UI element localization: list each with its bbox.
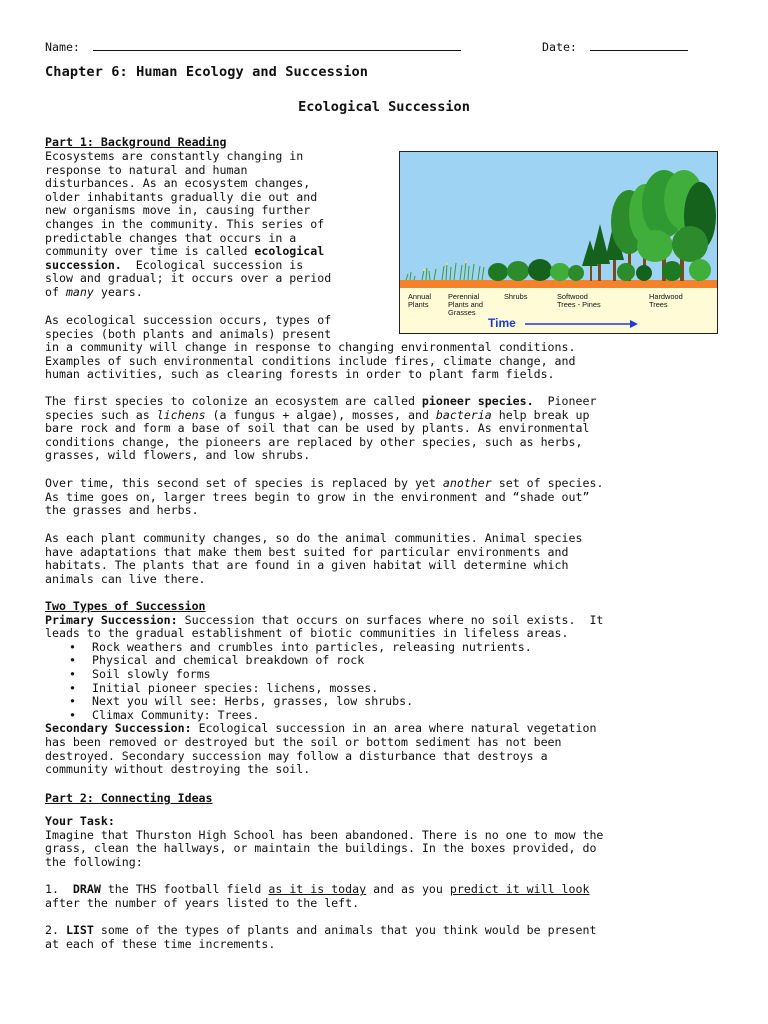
primary-label: Primary Succession: — [45, 612, 178, 627]
text-line: Examples of such environmental conditions include fires, climate change, and — [45, 353, 576, 368]
text-line: As each plant community changes, so do the animal communities. Animal species — [45, 531, 583, 545]
intro-line: community over time is called ecological — [45, 244, 325, 259]
date-field[interactable] — [590, 40, 688, 51]
paragraph-conditions — [45, 314, 735, 382]
text-line: The first species to colonize an ecosystem are called pioneer species. Pioneer — [45, 394, 597, 408]
list-item: • Physical and chemical breakdown of rock — [45, 654, 735, 668]
intro-line: of many years. — [45, 284, 143, 299]
text-line: grass, clean the hallways, or maintain the buildings. In the boxes provided, do — [45, 841, 597, 856]
intro-line: response to natural and human — [45, 162, 248, 177]
task-step-list — [45, 924, 735, 951]
name-label: Name: — [45, 40, 80, 54]
text-line: Over time, this second set of species is replaced by yet another set of species. — [45, 476, 604, 490]
text-line: Imagine that Thurston High School has been abandoned. There is no one to mow the — [45, 827, 604, 842]
intro-line: succession. Ecological succession is — [45, 257, 304, 272]
text-line: in a community will change in response to changing environmental conditions. — [45, 340, 576, 355]
keyword-list: LIST — [65, 923, 94, 937]
text-line: grasses, wild flowers, and low shrubs. — [45, 448, 311, 463]
name-line — [45, 40, 461, 55]
part1-heading: Part 1: Background Reading — [45, 135, 227, 149]
text-line: destroyed. Secondary succession may follow a disturbance that destroys a — [45, 748, 548, 763]
term-pioneer-species: pioneer species. — [421, 394, 534, 408]
primary-steps-list — [45, 641, 735, 723]
task-step-draw — [45, 883, 735, 910]
text-line: animals can live there. — [45, 571, 206, 586]
intro-line: new organisms move in, causing further — [45, 203, 311, 218]
text-line: has been removed or destroyed but the soil or bottom sediment has not been — [45, 734, 562, 749]
phrase-as-it-is-today: as it is today — [268, 882, 367, 896]
intro-line: disturbances. As an ecosystem changes, — [45, 176, 311, 191]
label-shrubs: Shrubs — [504, 292, 528, 301]
term-ecological: ecological — [254, 244, 325, 259]
text-line: human activities, such as clearing forests in order to plant farm fields. — [45, 367, 555, 382]
list-item: • Rock weathers and crumbles into particles, releasing nutrients. — [45, 641, 735, 655]
phrase-predict: predict it will look — [449, 882, 590, 896]
time-label: Time — [488, 316, 516, 330]
text-line: conditions change, the pioneers are replaced by other species, such as herbs, — [45, 434, 583, 449]
intro-line: changes in the community. This series of — [45, 216, 325, 231]
text-line: Secondary Succession: Ecological succession in an area where natural vegetation — [45, 721, 597, 736]
text-line: the grasses and herbs. — [45, 503, 199, 518]
label-hardwood-trees: Hardwood Trees — [649, 292, 683, 309]
text-line: the following: — [45, 854, 143, 869]
emphasis-many: many — [65, 284, 94, 299]
list-item: • Next you will see: Herbs, grasses, low shrubs. — [45, 695, 735, 709]
text-line: have adaptations that make them best suited for particular environments and — [45, 544, 569, 559]
text-line: 1. DRAW the THS football field as it is today and as you predict it will look — [45, 882, 590, 896]
label-perennial-plants: Perennial Plants and Grasses — [448, 292, 483, 317]
emphasis-lichens: lichens — [156, 407, 206, 422]
keyword-draw: DRAW — [72, 882, 101, 896]
text-line: 2. LIST some of the types of plants and animals that you think would be present — [45, 923, 597, 937]
part2-heading: Part 2: Connecting Ideas — [45, 791, 213, 805]
secondary-label: Secondary Succession: — [45, 721, 192, 736]
text-line: after the number of years listed to the left. — [45, 895, 360, 910]
text-line: leads to the gradual establishment of biotic communities in lifeless areas. — [45, 626, 569, 641]
intro-line: older inhabitants gradually die out and — [45, 189, 318, 204]
paragraph-trees — [45, 477, 735, 518]
label-softwood-trees: Softwood Trees - Pines — [557, 292, 601, 309]
text-line: As time goes on, larger trees begin to grow in the environment and “shade out” — [45, 489, 590, 504]
list-item: • Climax Community: Trees. — [45, 709, 735, 723]
paragraph-animals — [45, 532, 735, 586]
intro-paragraph — [45, 150, 395, 300]
intro-line: Ecosystems are constantly changing in — [45, 149, 304, 163]
emphasis-bacteria: bacteria — [435, 407, 492, 422]
types-heading: Two Types of Succession — [45, 599, 206, 613]
chapter-title: Chapter 6: Human Ecology and Succession — [45, 64, 369, 80]
term-succession: succession. — [45, 257, 122, 272]
task-section — [45, 815, 735, 869]
list-item: • Soil slowly forms — [45, 668, 735, 682]
intro-line: slow and gradual; it occurs over a period — [45, 271, 332, 286]
emphasis-another: another — [442, 476, 492, 490]
name-field[interactable] — [93, 40, 461, 51]
paragraph-pioneer — [45, 395, 735, 463]
text-line: habitats. The plants that are found in a given habitat will determine which — [45, 558, 569, 573]
text-line: community without destroying the soil. — [45, 762, 311, 777]
text-line: species such as lichens (a fungus + algae), mosses, and bacteria help break up — [45, 407, 590, 422]
text-line: bare rock and form a base of soil that can be used by plants. As environmental — [45, 421, 590, 436]
types-section — [45, 600, 735, 777]
succession-illustration — [399, 151, 718, 334]
date-line — [542, 40, 688, 55]
intro-line: predictable changes that occurs in a — [45, 230, 297, 245]
text-line: species (both plants and animals) present — [45, 326, 332, 341]
list-item: • Initial pioneer species: lichens, mosses. — [45, 682, 735, 696]
text-line: As ecological succession occurs, types of — [45, 313, 332, 327]
task-label: Your Task: — [45, 814, 115, 828]
text-line: at each of these time increments. — [45, 936, 276, 951]
worksheet-subtitle: Ecological Succession — [298, 99, 470, 115]
label-annual-plants: Annual Plants — [408, 292, 432, 309]
date-label: Date: — [542, 40, 577, 54]
text-line: Primary Succession: Succession that occurs on surfaces where no soil exists. It — [45, 612, 604, 627]
